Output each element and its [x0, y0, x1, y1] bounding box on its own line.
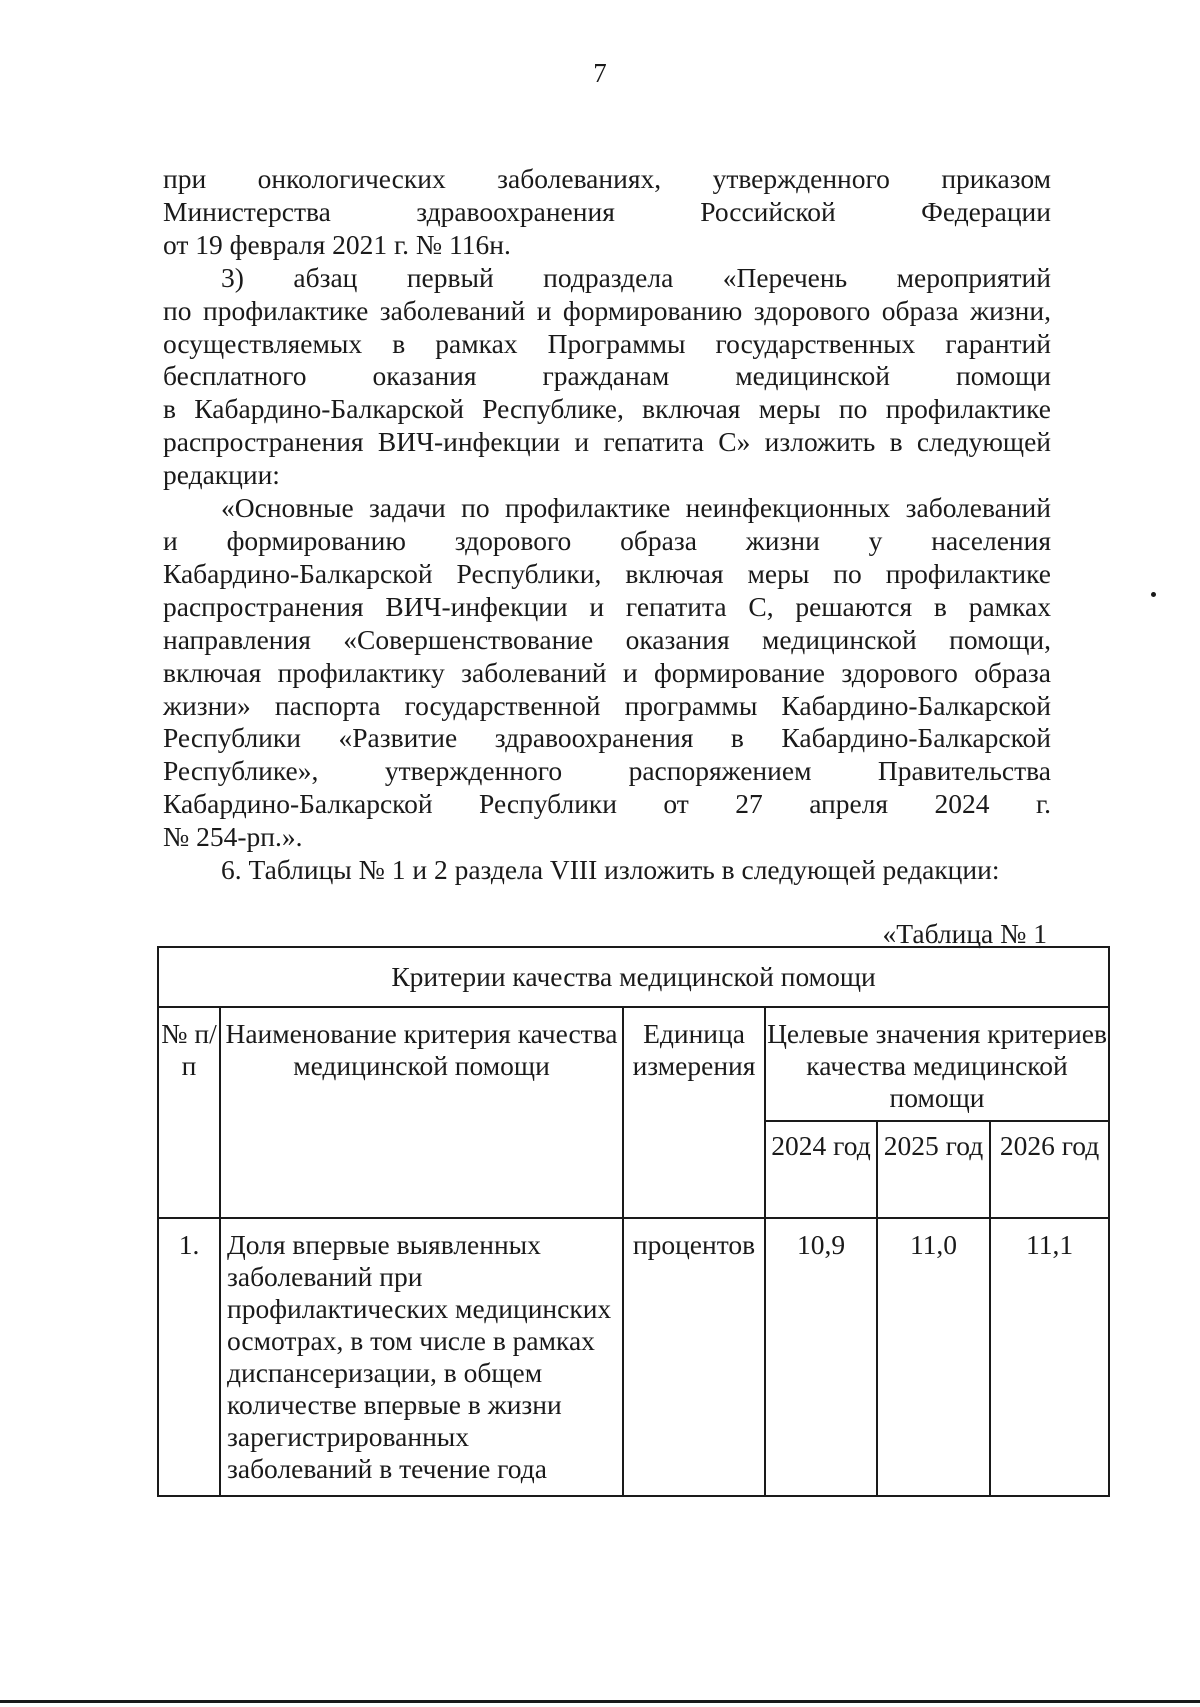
text-line: № 254-рп.». [163, 821, 303, 853]
text-line: направления «Совершенствование оказания медицинской помощи, [163, 623, 1051, 655]
text-line: распространения ВИЧ-инфекции и гепатита С» изложить в следующей [163, 426, 1051, 458]
text-line: «Основные задачи по профилактике неинфекционных заболеваний [221, 492, 1051, 524]
paragraph-2 [163, 262, 1051, 492]
table-header-row [158, 1007, 1109, 1121]
text-line: от 19 февраля 2021 г. № 116н. [163, 228, 511, 260]
row-num: 1. [158, 1218, 220, 1496]
paragraph-4 [163, 854, 1051, 887]
text-line: при онкологических заболеваниях, утвержденного приказом [163, 163, 1051, 194]
header-target-values: Целевые значения критериев качества медицинской помощи [765, 1007, 1109, 1121]
row-value-2026: 11,1 [990, 1218, 1109, 1496]
row-criterion-name: Доля впервые выявленных заболеваний при профилактических медицинских осмотрах, в том числе в рамках диспансеризации, в общем количестве впервые в жизни зарегистрированных заболеваний в течение года [220, 1218, 623, 1496]
document-body [163, 163, 1051, 887]
text-line: 3) абзац первый подраздела «Перечень мероприятий [221, 261, 1051, 293]
text-line: по профилактике заболеваний и формированию здорового образа жизни, [163, 294, 1051, 326]
table-title-row [158, 947, 1109, 1007]
page-number: 7 [593, 58, 607, 88]
header-num: № п/п [158, 1007, 220, 1218]
header-unit: Единица измерения [623, 1007, 765, 1218]
text-line: включая профилактику заболеваний и формирование здорового образа [163, 656, 1051, 688]
text-line: 6. Таблицы № 1 и 2 раздела VIII изложить в следующей редакции: [221, 854, 1000, 886]
table-row [158, 1218, 1109, 1496]
text-line: бесплатного оказания гражданам медицинской помощи [163, 360, 1051, 392]
table-caption: «Таблица № 1 [882, 918, 1047, 949]
text-line: и формированию здорового образа жизни у населения [163, 524, 1051, 556]
paragraph-1 [163, 163, 1051, 262]
text-line: осуществляемых в рамках Программы государственных гарантий [163, 327, 1051, 359]
text-line: в Кабардино-Балкарской Республике, включая меры по профилактике [163, 393, 1051, 425]
text-line: Республики «Развитие здравоохранения в Кабардино-Балкарской [163, 722, 1051, 754]
header-year: 2025 год [877, 1121, 990, 1218]
text-line: Министерства здравоохранения Российской Федерации [163, 195, 1051, 227]
text-line: Кабардино-Балкарской Республики от 27 апреля 2024 г. [163, 788, 1051, 820]
paragraph-3 [163, 492, 1051, 854]
scan-speck [1151, 592, 1156, 597]
text-line: редакции: [163, 459, 280, 491]
text-line: жизни» паспорта государственной программы Кабардино-Балкарской [163, 689, 1051, 721]
row-value-2024: 10,9 [765, 1218, 877, 1496]
text-line: распространения ВИЧ-инфекции и гепатита С, решаются в рамках [163, 590, 1051, 622]
header-year: 2024 год [765, 1121, 877, 1218]
header-name: Наименование критерия качества медицинской помощи [220, 1007, 623, 1218]
scan-edge-line [0, 1700, 1200, 1703]
row-unit: процентов [623, 1218, 765, 1496]
table-title: Критерии качества медицинской помощи [158, 947, 1109, 1007]
text-line: Республике», утвержденного распоряжением Правительства [163, 755, 1051, 787]
text-line: Кабардино-Балкарской Республики, включая меры по профилактике [163, 557, 1051, 589]
row-value-2025: 11,0 [877, 1218, 990, 1496]
criteria-table [157, 946, 1110, 1497]
header-year: 2026 год [990, 1121, 1109, 1218]
